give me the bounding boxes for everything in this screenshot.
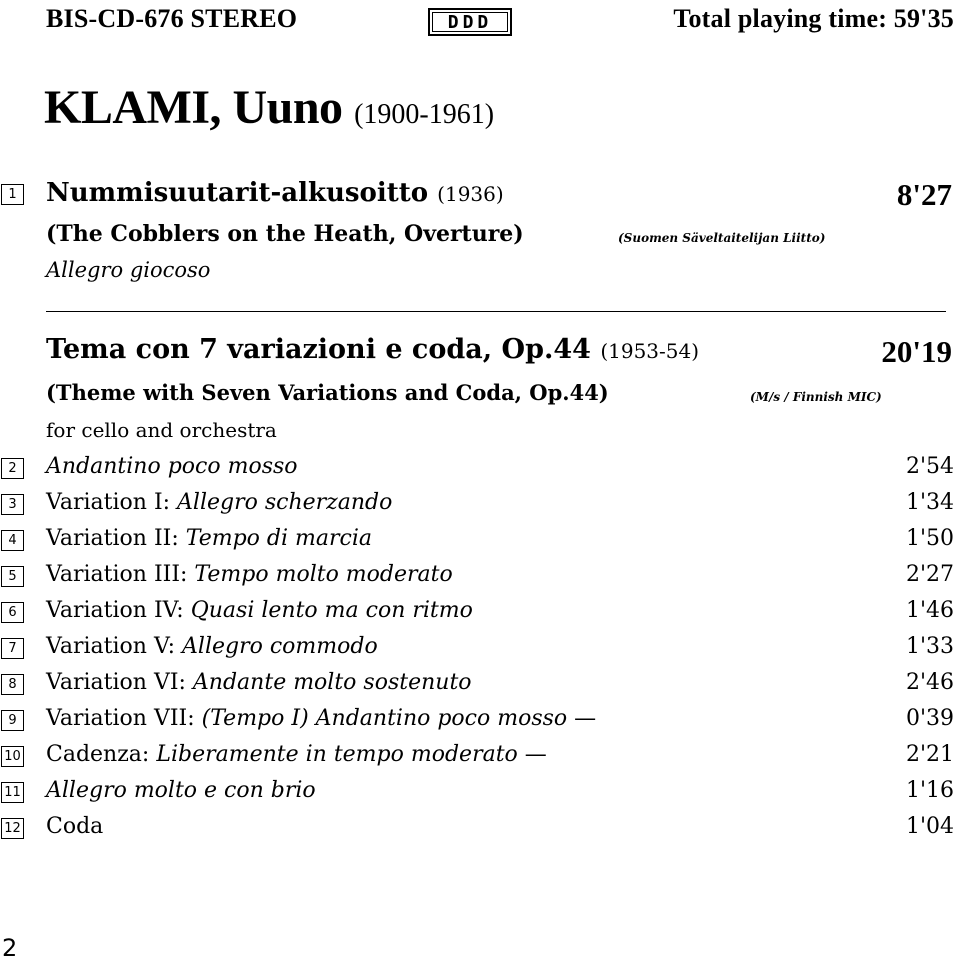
work2-instrumentation: for cello and orchestra bbox=[46, 418, 277, 442]
ddd-badge: DDD bbox=[428, 8, 512, 36]
movement-title: Variation V: Allegro commodo bbox=[46, 634, 378, 659]
movement-row bbox=[0, 452, 960, 488]
movement-duration: 1'33 bbox=[905, 634, 954, 659]
movement-title: Allegro molto e con brio bbox=[46, 778, 316, 803]
movement-row bbox=[0, 776, 960, 812]
work1-subtitle: (The Cobblers on the Heath, Overture) bbox=[46, 221, 524, 247]
track-number-box: 1 bbox=[1, 184, 24, 205]
movement-title: Variation II: Tempo di marcia bbox=[46, 526, 372, 551]
movement-row bbox=[0, 560, 960, 596]
movement-row bbox=[0, 668, 960, 704]
track-number-box: 11 bbox=[1, 782, 24, 803]
movement-row bbox=[0, 488, 960, 524]
movement-title: Variation III: Tempo molto moderato bbox=[46, 562, 453, 587]
movement-duration: 1'34 bbox=[905, 490, 954, 515]
work2-subtitle: (Theme with Seven Variations and Coda, Op.44) bbox=[46, 380, 609, 405]
work1-publisher: (Suomen Säveltaitelijan Liitto) bbox=[618, 231, 826, 245]
movement-duration: 2'54 bbox=[905, 454, 954, 479]
composer-dates: (1900-1961) bbox=[354, 99, 495, 130]
movement-row bbox=[0, 704, 960, 740]
page-number: 2 bbox=[2, 934, 18, 962]
work2-duration: 20'19 bbox=[881, 334, 952, 369]
work2-year: (1953-54) bbox=[600, 339, 700, 363]
movement-row bbox=[0, 524, 960, 560]
track-number-box: 2 bbox=[1, 458, 24, 479]
track-number-box: 6 bbox=[1, 602, 24, 623]
work2-title-line bbox=[46, 334, 699, 365]
movement-row bbox=[0, 632, 960, 668]
track-number-box: 8 bbox=[1, 674, 24, 695]
track-number-box: 12 bbox=[1, 818, 24, 839]
work2-title: Tema con 7 variazioni e coda, Op.44 bbox=[46, 334, 591, 365]
work2-publisher: (M/s / Finnish MIC) bbox=[750, 390, 882, 404]
work1-title: Nummisuutarit-alkusoitto bbox=[46, 178, 429, 208]
work1-duration: 8'27 bbox=[896, 177, 952, 212]
track-number-box: 3 bbox=[1, 494, 24, 515]
composer-heading bbox=[44, 80, 494, 135]
movement-duration: 1'16 bbox=[905, 778, 954, 803]
catalogue-number: BIS-CD-676 STEREO bbox=[46, 4, 298, 33]
movement-title: Variation VII: (Tempo I) Andantino poco mosso — bbox=[46, 706, 597, 731]
work1-title-line bbox=[46, 178, 504, 208]
movement-duration: 1'50 bbox=[905, 526, 954, 551]
track-number-box: 4 bbox=[1, 530, 24, 551]
track-number-box: 10 bbox=[1, 746, 24, 767]
movement-duration: 1'46 bbox=[905, 598, 954, 623]
movement-duration: 1'04 bbox=[905, 814, 954, 839]
movement-title: Variation IV: Quasi lento ma con ritmo bbox=[46, 598, 473, 623]
total-playing-time: Total playing time: 59'35 bbox=[673, 4, 954, 33]
movement-row bbox=[0, 740, 960, 776]
track-number-box: 9 bbox=[1, 710, 24, 731]
movement-row bbox=[0, 596, 960, 632]
movement-duration: 2'21 bbox=[905, 742, 954, 767]
movement-duration: 2'27 bbox=[905, 562, 954, 587]
movement-title: Andantino poco mosso bbox=[46, 454, 298, 479]
movement-row bbox=[0, 812, 960, 848]
composer-name: KLAMI, Uuno bbox=[44, 81, 343, 134]
section-divider bbox=[46, 311, 946, 312]
movement-title: Cadenza: Liberamente in tempo moderato — bbox=[46, 742, 547, 767]
movement-duration: 0'39 bbox=[905, 706, 954, 731]
movement-title: Variation I: Allegro scherzando bbox=[46, 490, 393, 515]
movement-title: Variation VI: Andante molto sostenuto bbox=[46, 670, 472, 695]
work1-tempo: Allegro giocoso bbox=[46, 258, 211, 282]
movement-duration: 2'46 bbox=[905, 670, 954, 695]
track-number-box: 5 bbox=[1, 566, 24, 587]
work1-year: (1936) bbox=[437, 182, 504, 206]
track-number-box: 7 bbox=[1, 638, 24, 659]
movement-title: Coda bbox=[46, 814, 104, 839]
